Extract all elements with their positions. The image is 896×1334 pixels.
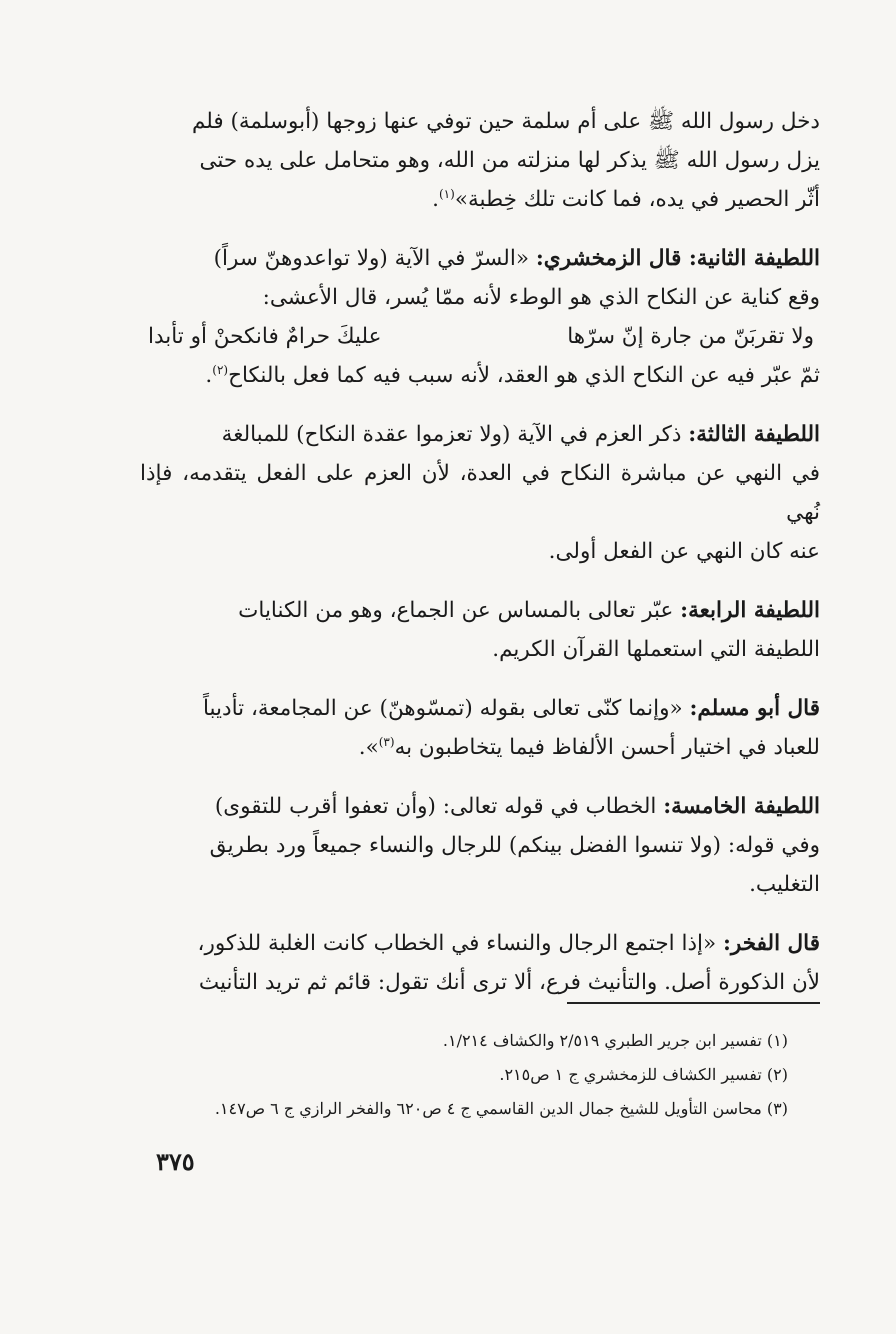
- footnote-1: (١) تفسير ابن جرير الطبري ٢/٥١٩ والكشاف ١/٢١٤.: [442, 1031, 788, 1050]
- paragraph-3: [140, 415, 820, 571]
- paragraph-2-line-1-text: «السرّ في الآية (ولا تواعدوهنّ سراً): [213, 246, 536, 271]
- paragraph-2-line-1: [140, 239, 820, 278]
- paragraph-5-end: ».: [358, 735, 379, 760]
- paragraph-1: [140, 102, 820, 219]
- paragraph-6-line-3: التغليب.: [749, 872, 820, 897]
- paragraph-1-line-3-text: أثّر الحصير في يده، فما كانت تلك خِطبة»: [454, 187, 820, 212]
- paragraph-4-line-1: [140, 591, 820, 630]
- paragraph-7-line-2: لأن الذكورة أصل. والتأنيث فرع، ألا ترى أنك تقول: قائم ثم تريد التأنيث: [198, 970, 820, 995]
- paragraph-2-line-4-text: ثمّ عبّر فيه عن النكاح الذي هو العقد، لأنه سبب فيه كما فعل بالنكاح: [228, 363, 820, 388]
- paragraph-2-heading: اللطيفة الثانية: قال الزمخشري:: [535, 246, 820, 271]
- paragraph-5-line-2: [140, 728, 820, 767]
- paragraph-1-line-1: دخل رسول الله ﷺ على أم سلمة حين توفي عنها زوجها (أبوسلمة) فلم: [191, 109, 820, 134]
- paragraph-7-line-1-text: «إذا اجتمع الرجال والنساء في الخطاب كانت الغلبة للذكور،: [197, 931, 723, 956]
- paragraph-3-heading: اللطيفة الثالثة:: [688, 422, 820, 447]
- paragraph-2-line-2: وقع كناية عن النكاح الذي هو الوطء لأنه ممّا يُسر، قال الأعشى:: [262, 285, 820, 310]
- footnote-3: (٣) محاسن التأويل للشيخ جمال الدين القاسمي ج ٤ ص٦٢٠ والفخر الرازي ج ٦ ص١٤٧.: [214, 1099, 788, 1118]
- paragraph-3-line-3: عنه كان النهي عن الفعل أولى.: [548, 539, 820, 564]
- paragraph-2-end: .: [205, 363, 213, 388]
- page-number: ٣٧٥: [156, 1147, 195, 1176]
- paragraph-1-end: .: [432, 187, 439, 212]
- paragraph-1-line-2: يزل رسول الله ﷺ يذكر لها منزلته من الله، وهو متحامل على يده حتى: [199, 148, 820, 173]
- paragraph-5-line-2-text: للعباد في اختيار أحسن الألفاظ فيما يتخاطبون به: [394, 735, 820, 760]
- footnote-ref-3[interactable]: (٣): [378, 734, 395, 749]
- paragraph-4-line-2: اللطيفة التي استعملها القرآن الكريم.: [492, 637, 820, 662]
- paragraph-4: [140, 591, 820, 669]
- paragraph-6-line-1: [140, 787, 820, 826]
- footnote-separator: [567, 1002, 820, 1004]
- footnote-ref-2[interactable]: (٢): [212, 362, 229, 377]
- paragraph-3-line-2: في النهي عن مباشرة النكاح في العدة، لأن العزم على الفعل يتقدمه، فإذا نُهي: [140, 461, 820, 525]
- paragraph-2: [140, 239, 820, 395]
- verse-first-hemistich: ولا تقربَنّ من جارة إنّ سرّها: [567, 324, 814, 349]
- paragraph-6-line-1-text: الخطاب في قوله تعالى: (وأن تعفوا أقرب للتقوى): [214, 794, 664, 819]
- paragraph-2-line-4: [140, 356, 820, 395]
- paragraph-5: [140, 689, 820, 767]
- paragraph-4-heading: اللطيفة الرابعة:: [680, 598, 820, 623]
- paragraph-4-line-1-text: عبّر تعالى بالمساس عن الجماع، وهو من الكنايات: [238, 598, 681, 623]
- paragraph-3-line-1-text: ذكر العزم في الآية (ولا تعزموا عقدة النكاح) للمبالغة: [221, 422, 689, 447]
- paragraph-6: [140, 787, 820, 904]
- footnotes: [108, 1024, 788, 1126]
- paragraph-6-heading: اللطيفة الخامسة:: [663, 794, 820, 819]
- paragraph-7-heading: قال الفخر:: [722, 931, 820, 956]
- paragraph-5-line-1: [140, 689, 820, 728]
- poetry-verse: [140, 317, 820, 356]
- paragraph-1-line-3: [140, 180, 820, 219]
- paragraph-6-line-2: وفي قوله: (ولا تنسوا الفضل بينكم) للرجال والنساء جميعاً ورد بطريق: [209, 833, 820, 858]
- paragraph-7: [140, 924, 820, 1002]
- main-text: [140, 102, 820, 1022]
- footnote-ref-1[interactable]: (١): [438, 186, 455, 201]
- verse-second-hemistich: عليكَ حرامٌ فانكحنْ أو تأبدا: [148, 324, 382, 349]
- paragraph-3-line-1: [140, 415, 820, 454]
- footnote-2: (٢) تفسير الكشاف للزمخشري ج ١ ص٢١٥.: [499, 1065, 788, 1084]
- paragraph-5-heading: قال أبو مسلم:: [689, 696, 820, 721]
- paragraph-7-line-1: [140, 924, 820, 963]
- paragraph-5-line-1-text: «وإنما كنّى تعالى بقوله (تمسّوهنّ) عن المجامعة، تأديباً: [202, 696, 690, 721]
